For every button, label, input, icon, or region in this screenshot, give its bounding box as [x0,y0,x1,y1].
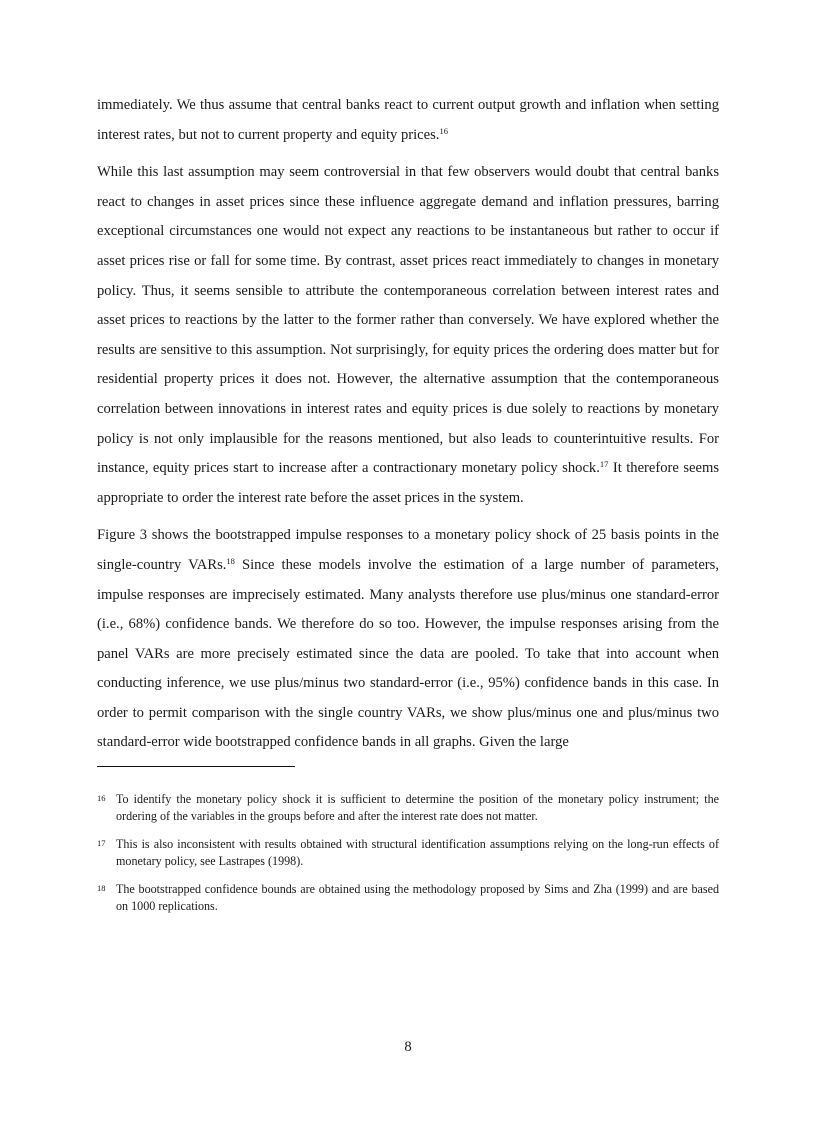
footnote-text: The bootstrapped confidence bounds are obtained using the methodology proposed by Sims and Zha (1999) and are based on 1000 replications. [116,881,719,914]
page-number: 8 [404,1039,412,1055]
paragraph-2-tail: It therefore seems appropriate to order the interest rate before the asset prices in the system. [97,460,720,506]
footnote-number: 16 [97,793,106,804]
page-body [97,91,719,926]
footnote-text: This is also inconsistent with results obtained with structural identification assumptions relying on the long-run effects of monetary policy, see Lastrapes (1998). [116,836,719,869]
footnote-number: 17 [97,837,106,848]
paragraph-3-tail: Since these models involve the estimation of a large number of parameters, impulse responses are imprecisely estimated. Many analysts therefore use plus/minus one standard-error (i.e., 68%) confidence bands. We therefore do so too. However, the impulse responses arising from the panel VARs are more precisely estimated since the data are pooled. To take that into account when conducting inference, we use plus/minus two standard-error (i.e., 95%) confidence bands in this case. In order to permit comparison with the single country VARs, we show plus/minus one and plus/minus two standard-error wide bootstrapped confidence bands in all graphs. Given the large [97,556,719,751]
footnote-number: 18 [97,882,106,893]
footnote-text: To identify the monetary policy shock it is sufficient to determine the position of the monetary policy instrument; the ordering of the variables in the groups before and after the interest rate does not matter. [116,792,719,824]
paragraph-1-text: immediately. We thus assume that central banks react to current output growth and inflation when setting interest rates, but not to current property and equity prices. [97,97,719,143]
footnote-ref-16[interactable]: 16 [439,125,448,136]
footnote-ref-17[interactable]: 17 [599,459,609,470]
footnote-17 [97,836,719,871]
paragraph-2 [97,158,719,513]
paragraph-3 [97,521,719,758]
footnote-16 [97,791,719,826]
footnote-ref-18[interactable]: 18 [226,555,235,566]
paragraph-1 [97,91,719,150]
paragraph-3-text: Figure 3 shows the bootstrapped impulse responses to a monetary policy shock of 25 basis points in the single-country VARs. [97,527,719,573]
footnote-18 [97,881,719,916]
footnote-divider [97,766,295,767]
paragraph-2-text: While this last assumption may seem controversial in that few observers would doubt that central banks react to changes in asset prices since these influence aggregate demand and inflation pressures, barring exceptional circumstances one would not expect any reactions to be instantaneous but rather to occur if asset prices rise or fall for some time. By contrast, asset prices react immediately to changes in monetary policy. Thus, it seems sensible to attribute the contemporaneous correlation between interest rates and asset prices to reactions by the latter to the former rather than conversely. We have explored whether the results are sensitive to this assumption. Not surprisingly, for equity prices the ordering does matter but for residential property prices it does not. However, the alternative assumption that the contemporaneous correlation between innovations in interest rates and equity prices is due solely to reactions by monetary policy is not only implausible for the reasons mentioned, but also leads to counterintuitive results. For instance, equity prices start to increase after a contractionary monetary policy shock. [97,164,719,477]
